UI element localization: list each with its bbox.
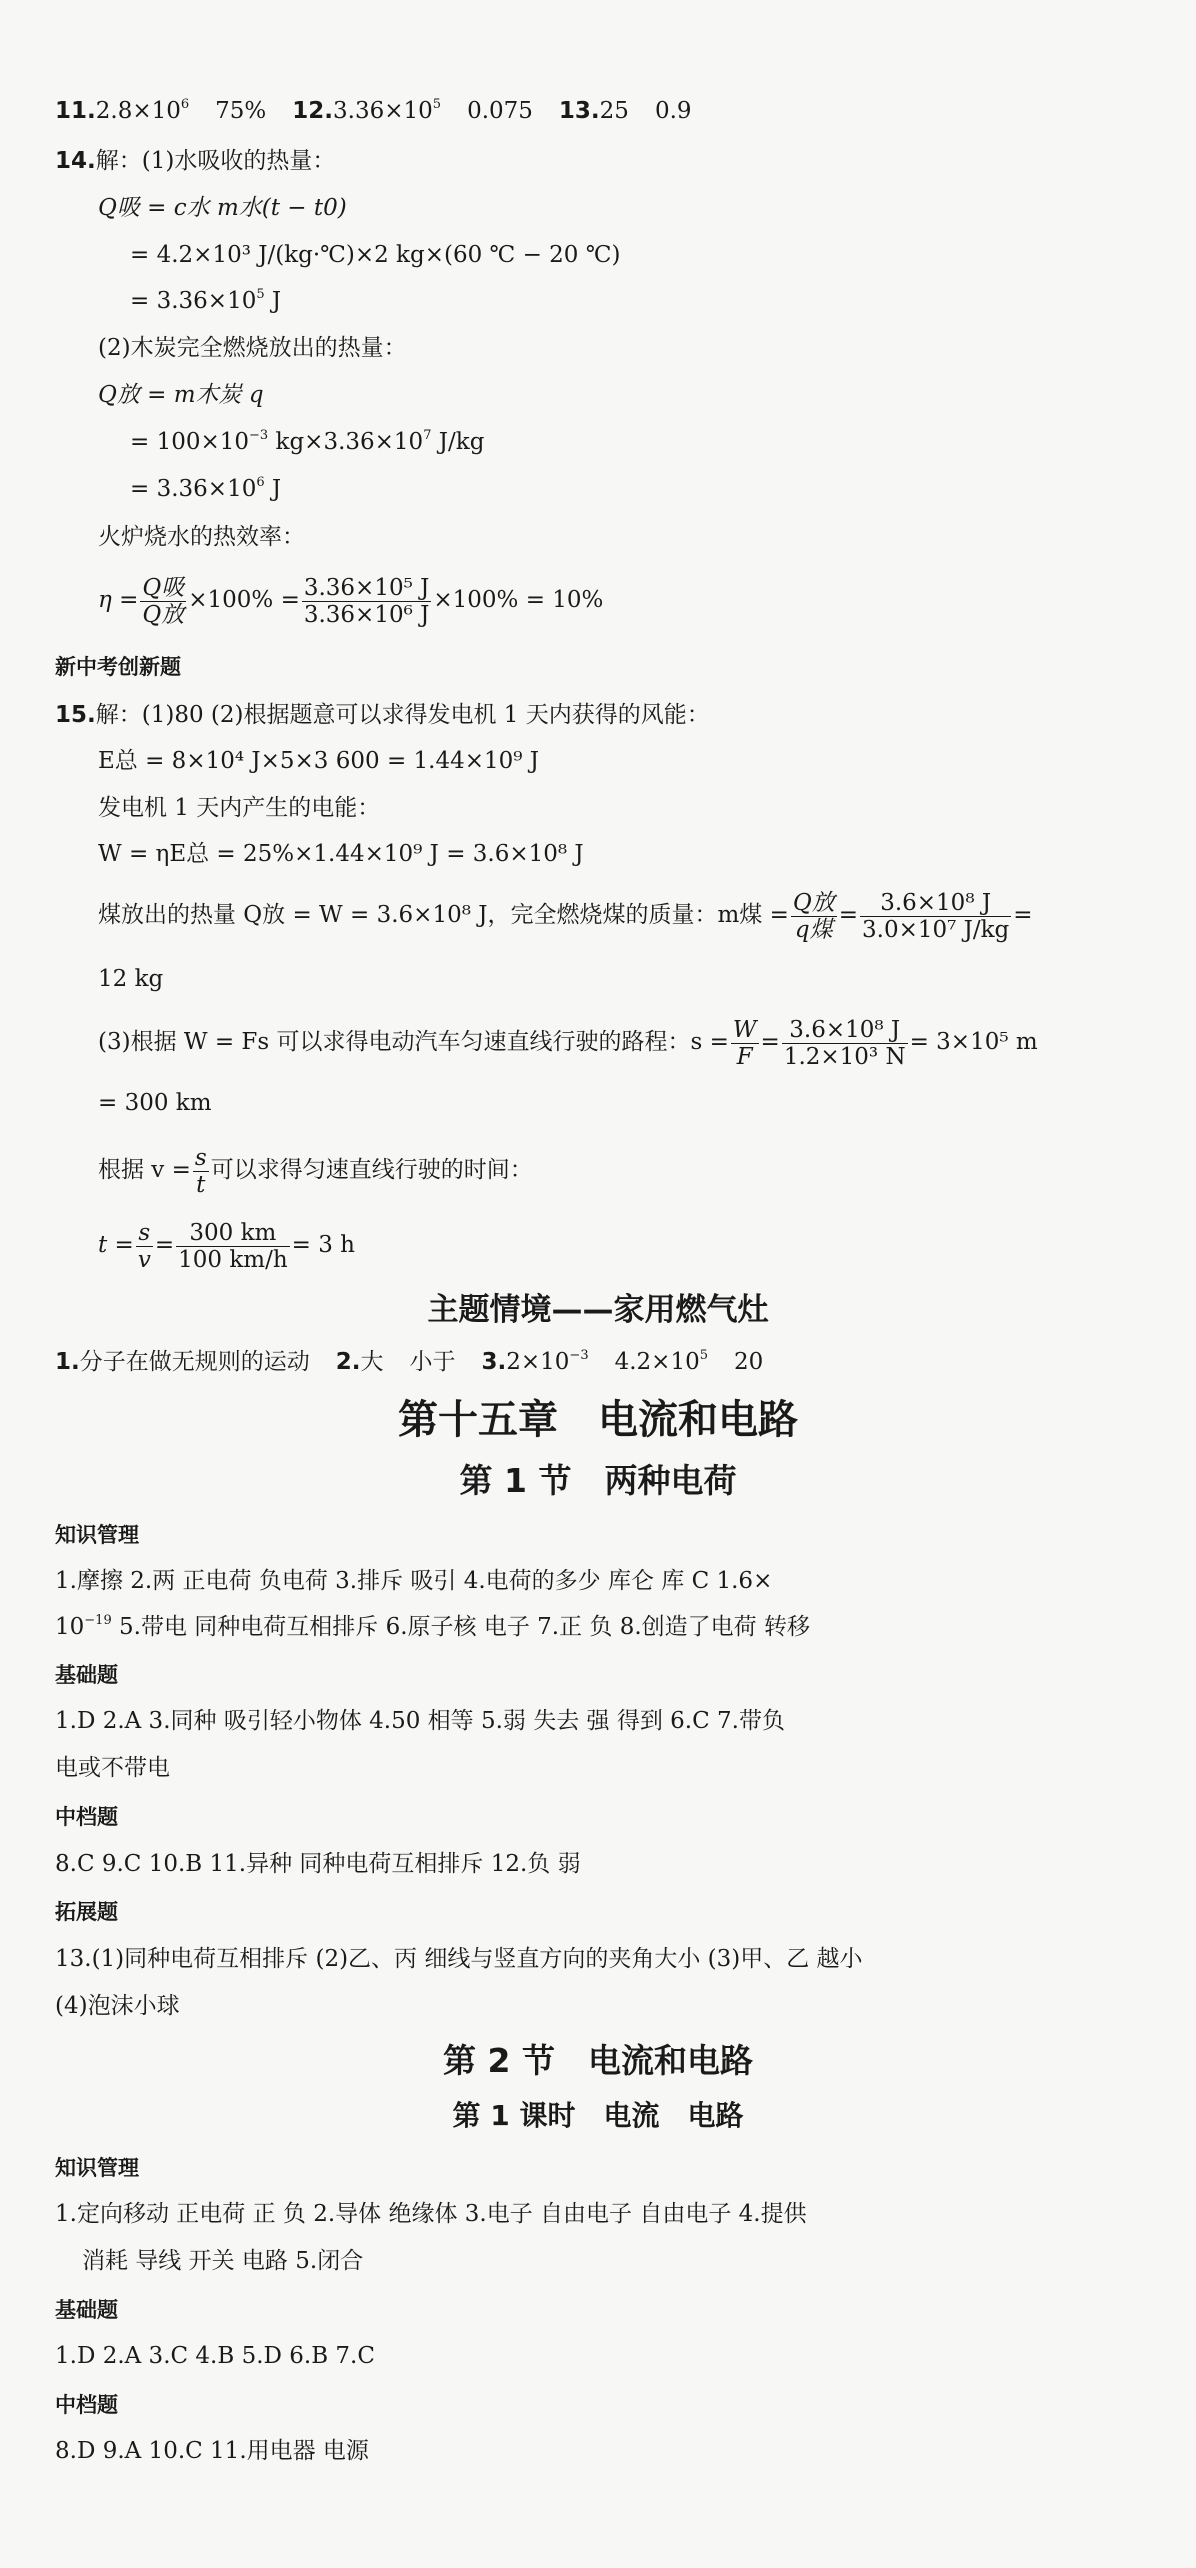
answer-text: 小于 <box>409 1349 456 1375</box>
fraction-numerator: Q吸 <box>142 574 185 601</box>
s2-knowledge-line2: 消耗 导线 开关 电路 5.闭合 <box>82 2248 364 2274</box>
formula-part: = 3×10⁵ m <box>909 1029 1038 1055</box>
q15-velocity-line <box>98 1140 1156 1200</box>
s1-knowledge-line2 <box>55 1612 1156 1642</box>
theme-answers <box>55 1347 1156 1377</box>
formula-part: ×100% = <box>188 587 300 613</box>
formula-part: 根据 v = <box>98 1157 191 1183</box>
q15-coal-result: 12 kg <box>98 966 164 992</box>
answer-text: 0.9 <box>654 98 692 124</box>
s1-middle-line: 8.C 9.C 10.B 11.异种 同种电荷互相排斥 12.负 弱 <box>55 1851 581 1877</box>
formula-part: = <box>760 1029 780 1055</box>
fraction-denominator: 3.0×10⁷ J/kg <box>862 916 1010 943</box>
q14-eff-label: 火炉烧水的热效率： <box>98 524 305 550</box>
q14-line2: = 4.2×10³ J/(kg·℃)×2 kg×(60 ℃ − 20 ℃) <box>130 242 621 268</box>
q15-coal-line <box>98 885 1156 945</box>
fraction-denominator: Q放 <box>142 601 185 628</box>
s2-middle-line: 8.D 9.A 10.C 11.用电器 电源 <box>55 2438 369 2464</box>
formula-part: 可以求得匀速直线行驶的时间： <box>210 1157 533 1183</box>
section-title-2: 第 2 节 电流和电路 <box>443 2041 753 2080</box>
lesson-title-1: 第 1 课时 电流 电路 <box>452 2099 744 2132</box>
q15-w-line: W = ηE总 = 25%×1.44×10⁹ J = 3.6×10⁸ J <box>98 841 584 867</box>
fraction <box>140 575 186 628</box>
formula-part: J <box>264 288 282 314</box>
section-label-extend: 拓展题 <box>55 1900 118 1924</box>
q14-line6 <box>130 474 1156 504</box>
fraction <box>791 890 837 943</box>
formula-part: 煤放出的热量 Q放 = W = 3.6×10⁸ J，完全燃烧煤的质量：m煤 = <box>98 902 789 928</box>
section-title-1: 第 1 节 两种电荷 <box>459 1461 737 1500</box>
question-number: 3. <box>481 1349 507 1375</box>
q14-line4: Q放 = m木炭 q <box>98 382 264 408</box>
answer-text: 3.36×10 <box>333 98 433 124</box>
exponent: −3 <box>249 428 269 443</box>
q15-intro <box>55 700 1156 730</box>
s1-knowledge-line1: 1.摩擦 2.两 正电荷 负电荷 3.排斥 吸引 4.电荷的多少 库仑 库 C 1.6× <box>55 1568 773 1594</box>
formula-part: kg×3.36×10 <box>268 429 424 455</box>
formula-part: J/kg <box>431 429 485 455</box>
question-number: 13. <box>558 98 600 124</box>
fraction-numerator: 3.6×10⁸ J <box>782 1017 908 1044</box>
answer-text: 20 <box>734 1349 764 1375</box>
s1-extend-line1: 13.(1)同种电荷互相排斥 (2)乙、丙 细线与竖直方向的夹角大小 (3)甲、乙 越小 <box>55 1946 863 1972</box>
q14-part2: (2)木炭完全燃烧放出的热量： <box>98 335 407 361</box>
q14-line5 <box>130 427 1156 457</box>
section-label-new-exam: 新中考创新题 <box>55 655 181 679</box>
s1-basic-line2: 电或不带电 <box>55 1755 170 1781</box>
formula-part: = <box>154 1232 175 1258</box>
exponent: 5 <box>432 97 442 112</box>
answer-line-11-13 <box>55 96 1156 126</box>
fraction <box>860 890 1011 943</box>
fraction-denominator: 3.36×10⁶ J <box>303 601 430 628</box>
fraction <box>193 1145 209 1198</box>
exponent: 6 <box>180 97 190 112</box>
answer-text: 解：(1)80 (2)根据题意可以求得发电机 1 天内获得的风能： <box>95 702 710 728</box>
q14-line3 <box>130 286 1156 316</box>
answer-text: 10 <box>55 1614 85 1640</box>
answer-text: 0.075 <box>467 98 533 124</box>
formula-part: = <box>1013 902 1033 928</box>
fraction-denominator: F <box>736 1043 753 1070</box>
q15-distance-result: = 300 km <box>98 1090 212 1116</box>
fraction-numerator: 3.36×10⁵ J <box>303 574 430 601</box>
question-number: 14. <box>55 148 96 174</box>
fraction-numerator: s <box>194 1144 207 1171</box>
fraction-numerator: Q放 <box>792 889 835 916</box>
section-label-middle: 中档题 <box>55 1805 118 1829</box>
exponent: 7 <box>423 428 432 443</box>
exponent: −19 <box>84 1613 112 1628</box>
q14-efficiency <box>98 570 1156 630</box>
fraction-denominator: 100 km/h <box>178 1246 288 1273</box>
formula-part: = <box>838 902 858 928</box>
q15-gen-label: 发电机 1 天内产生的电能： <box>98 795 381 821</box>
section-label-basic: 基础题 <box>55 2298 118 2322</box>
exponent: −3 <box>569 1348 589 1363</box>
fraction-numerator: 3.6×10⁸ J <box>860 890 1011 917</box>
formula-part: η = <box>98 587 139 613</box>
section-label-basic: 基础题 <box>55 1663 118 1687</box>
fraction-denominator: 1.2×10³ N <box>783 1043 906 1070</box>
fraction-denominator: q煤 <box>794 916 833 943</box>
q15-e-total: E总 = 8×10⁴ J×5×3 600 = 1.44×10⁹ J <box>98 748 540 774</box>
exponent: 5 <box>699 1348 708 1363</box>
question-number: 15. <box>55 702 96 728</box>
fraction <box>731 1017 759 1070</box>
question-number: 1. <box>55 1349 80 1375</box>
answer-text: 分子在做无规则的运动 <box>79 1349 310 1375</box>
formula-part: ×100% = 10% <box>433 587 604 613</box>
formula-part: = 3.36×10 <box>130 476 257 502</box>
answer-text: 4.2×10 <box>614 1349 700 1375</box>
section-label-knowledge: 知识管理 <box>55 2156 139 2180</box>
q15-time-line <box>98 1215 1156 1275</box>
answer-text: 75% <box>215 98 267 124</box>
formula-part: t = <box>98 1232 134 1258</box>
formula-part: (3)根据 W = Fs 可以求得电动汽车匀速直线行驶的路程：s = <box>98 1029 729 1055</box>
s2-basic-line: 1.D 2.A 3.C 4.B 5.D 6.B 7.C <box>55 2343 375 2369</box>
question-number: 2. <box>335 1349 361 1375</box>
section-label-knowledge: 知识管理 <box>55 1523 139 1547</box>
theme-title: 主题情境——家用燃气灶 <box>427 1292 769 1328</box>
formula-part: J <box>264 476 282 502</box>
fraction-denominator: t <box>196 1171 206 1198</box>
question-number: 12. <box>292 98 334 124</box>
fraction <box>782 1017 908 1070</box>
answer-text: 大 <box>360 1349 384 1375</box>
fraction <box>136 1220 153 1273</box>
answer-text: 解：(1)水吸收的热量： <box>95 148 336 174</box>
fraction-numerator: 300 km <box>176 1220 290 1247</box>
fraction-numerator: s <box>136 1220 153 1247</box>
q14-intro <box>55 146 1156 176</box>
s2-knowledge-line1: 1.定向移动 正电荷 正 负 2.导体 绝缘体 3.电子 自由电子 自由电子 4.提供 <box>55 2201 807 2227</box>
exponent: 5 <box>256 287 265 302</box>
answer-text: 2.8×10 <box>95 98 181 124</box>
s1-extend-line2: (4)泡沫小球 <box>55 1993 180 2019</box>
answer-text: 25 <box>599 98 629 124</box>
question-number: 11. <box>55 98 96 124</box>
fraction <box>176 1220 290 1273</box>
chapter-title: 第十五章 电流和电路 <box>398 1397 798 1443</box>
answer-text: 2×10 <box>506 1349 570 1375</box>
q15-distance-line <box>98 1012 1156 1072</box>
formula-part: = 100×10 <box>130 429 250 455</box>
fraction-numerator: W <box>732 1016 757 1043</box>
q14-line1: Q吸 = c水 m水(t − t0) <box>98 195 347 221</box>
formula-part: = 3 h <box>291 1232 355 1258</box>
fraction-denominator: v <box>137 1246 151 1273</box>
answer-text: 5.带电 同种电荷互相排斥 6.原子核 电子 7.正 负 8.创造了电荷 转移 <box>111 1614 810 1640</box>
exponent: 6 <box>256 475 265 490</box>
fraction <box>302 575 432 628</box>
s1-basic-line1: 1.D 2.A 3.同种 吸引轻小物体 4.50 相等 5.弱 失去 强 得到 6.C 7.带负 <box>55 1708 785 1734</box>
formula-part: = 3.36×10 <box>130 288 257 314</box>
section-label-middle: 中档题 <box>55 2393 118 2417</box>
